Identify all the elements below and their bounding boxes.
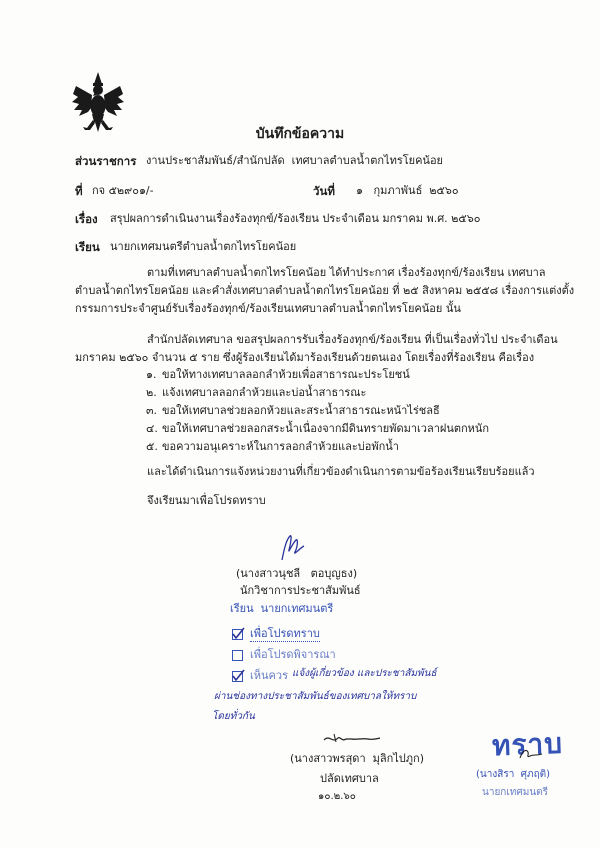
recipient-label: เรียน [75, 240, 100, 254]
author-name: (นางสาวนุชลี ตอบุญธง) [236, 567, 358, 580]
list-item: ขอความอนุเคราะห์ในการลอกลำห้วยและบ่อพักน้ำ [162, 440, 399, 453]
agency-label: ส่วนราชการ [75, 154, 137, 168]
recipient-value: นายกเทศมนตรีตำบลน้ำตกไทรโยคน้อย [110, 240, 297, 253]
deputy-name: (นางสาวพรสุดา มุลิกไปภูก) [290, 752, 424, 765]
list-item: แจ้งเทศบาลลอกลำห้วยและบ่อน้ำสาธารณะ [162, 386, 367, 399]
subject-label: เรื่อง [75, 212, 98, 226]
list-item: ขอให้ทางเทศบาลลอกลำห้วยเพื่อสาธารณะประโยชน์ [162, 368, 410, 381]
deputy-date: ๑๐.๒.๖๐ [318, 791, 356, 802]
list-item-number: ๑. [146, 368, 157, 381]
checkbox-icon [232, 629, 243, 640]
list-item-number: ๔. [146, 422, 158, 435]
author-position: นักวิชาการประชาสัมพันธ์ [240, 584, 361, 597]
checkbox-icon [232, 671, 243, 682]
memo-title: บันทึกข้อความ [255, 126, 345, 142]
date-label: วันที่ [313, 184, 335, 198]
ref-value: กจ ๕๒๙๐๑/- [92, 184, 154, 197]
signature-mayor [518, 746, 544, 762]
list-item: ขอให้เทศบาลช่วยลอกห้วยและสระน้ำสาธารณะหน้าไร่ชลธี [162, 404, 440, 417]
mayor-position: นายกเทศมนตรี [482, 787, 549, 798]
signature-author [278, 532, 308, 564]
closing-action: และได้ดำเนินการแจ้งหน่วยงานที่เกี่ยวข้องดำเนินการตามข้อร้องเรียนเรียบร้อยแล้ว [147, 465, 535, 478]
ref-label: ที่ [75, 184, 83, 198]
acknowledged-stamp: ทราบ [491, 726, 564, 763]
list-item-number: ๕. [146, 440, 158, 453]
endorsement-recipient: เรียน นายกเทศมนตรี [230, 602, 334, 615]
mayor-name: (นางสิรา ศุภฤติ) [476, 769, 551, 780]
list-item-number: ๓. [146, 404, 158, 417]
handwritten-note-line: ผ่านช่องทางประชาสัมพันธ์ของเทศบาลให้ทราบ [214, 691, 417, 702]
list-item: ขอให้เทศบาลช่วยลอกสระน้ำเนื่องจากมีดินทรายพัดมาเวลาฝนตกหนัก [162, 422, 490, 435]
handwritten-note-line: โดยทั่วกัน [212, 711, 255, 722]
option-recommend: เห็นควร [250, 669, 288, 682]
agency-value: งานประชาสัมพันธ์/สำนักปลัด เทศบาลตำบลน้ำตกไทรโยคน้อย [146, 154, 444, 167]
subject-value: สรุปผลการดำเนินงานเรื่องร้องทุกข์/ร้องเรียน ประจำเดือน มกราคม พ.ศ. ๒๕๖๐ [110, 212, 481, 225]
checkbox-icon [232, 650, 243, 661]
paragraph1-line: กรรมการประจำศูนย์รับเรื่องร้องทุกข์/ร้องเรียนเทศบาลตำบลน้ำตกไทรโยคน้อย นั้น [75, 302, 461, 315]
option-consider: เพื่อโปรดพิจารณา [250, 648, 336, 661]
paragraph2-line: สำนักปลัดเทศบาล ขอสรุปผลการรับเรื่องร้องทุกข์/ร้องเรียน ที่เป็นเรื่องทั่วไป ประจำเดือน [147, 333, 558, 346]
paragraph1-line: ตามที่เทศบาลตำบลน้ำตกไทรโยคน้อย ได้ทำประกาศ เรื่องร้องทุกข์/ร้องเรียน เทศบาล [147, 266, 546, 279]
closing-line: จึงเรียนมาเพื่อโปรดทราบ [147, 494, 266, 507]
handwritten-note-line: แจ้งผู้เกี่ยวข้อง และประชาสัมพันธ์ [292, 668, 437, 679]
signature-deputy [322, 730, 382, 746]
option-acknowledge: เพื่อโปรดทราบ [250, 627, 320, 640]
paragraph2-line: มกราคม ๒๕๖๐ จำนวน ๕ ราย ซึ่งผู้ร้องเรียนได้มาร้องเรียนด้วยตนเอง โดยเรื่องที่ร้องเรียน คือเรื่อง [75, 351, 535, 364]
list-item-number: ๒. [146, 386, 157, 399]
deputy-position: ปลัดเทศบาล [320, 772, 379, 785]
paragraph1-line: ตำบลน้ำตกไทรโยคน้อย และคำสั่งเทศบาลตำบลน้ำตกไทรโยคน้อย ที่ ๒๕ สิงหาคม ๒๕๕๘ เรื่องการแต่งตั้ง [75, 284, 575, 297]
date-value: ๑ กุมภาพันธ์ ๒๕๖๐ [356, 184, 459, 197]
garuda-emblem [72, 72, 124, 134]
